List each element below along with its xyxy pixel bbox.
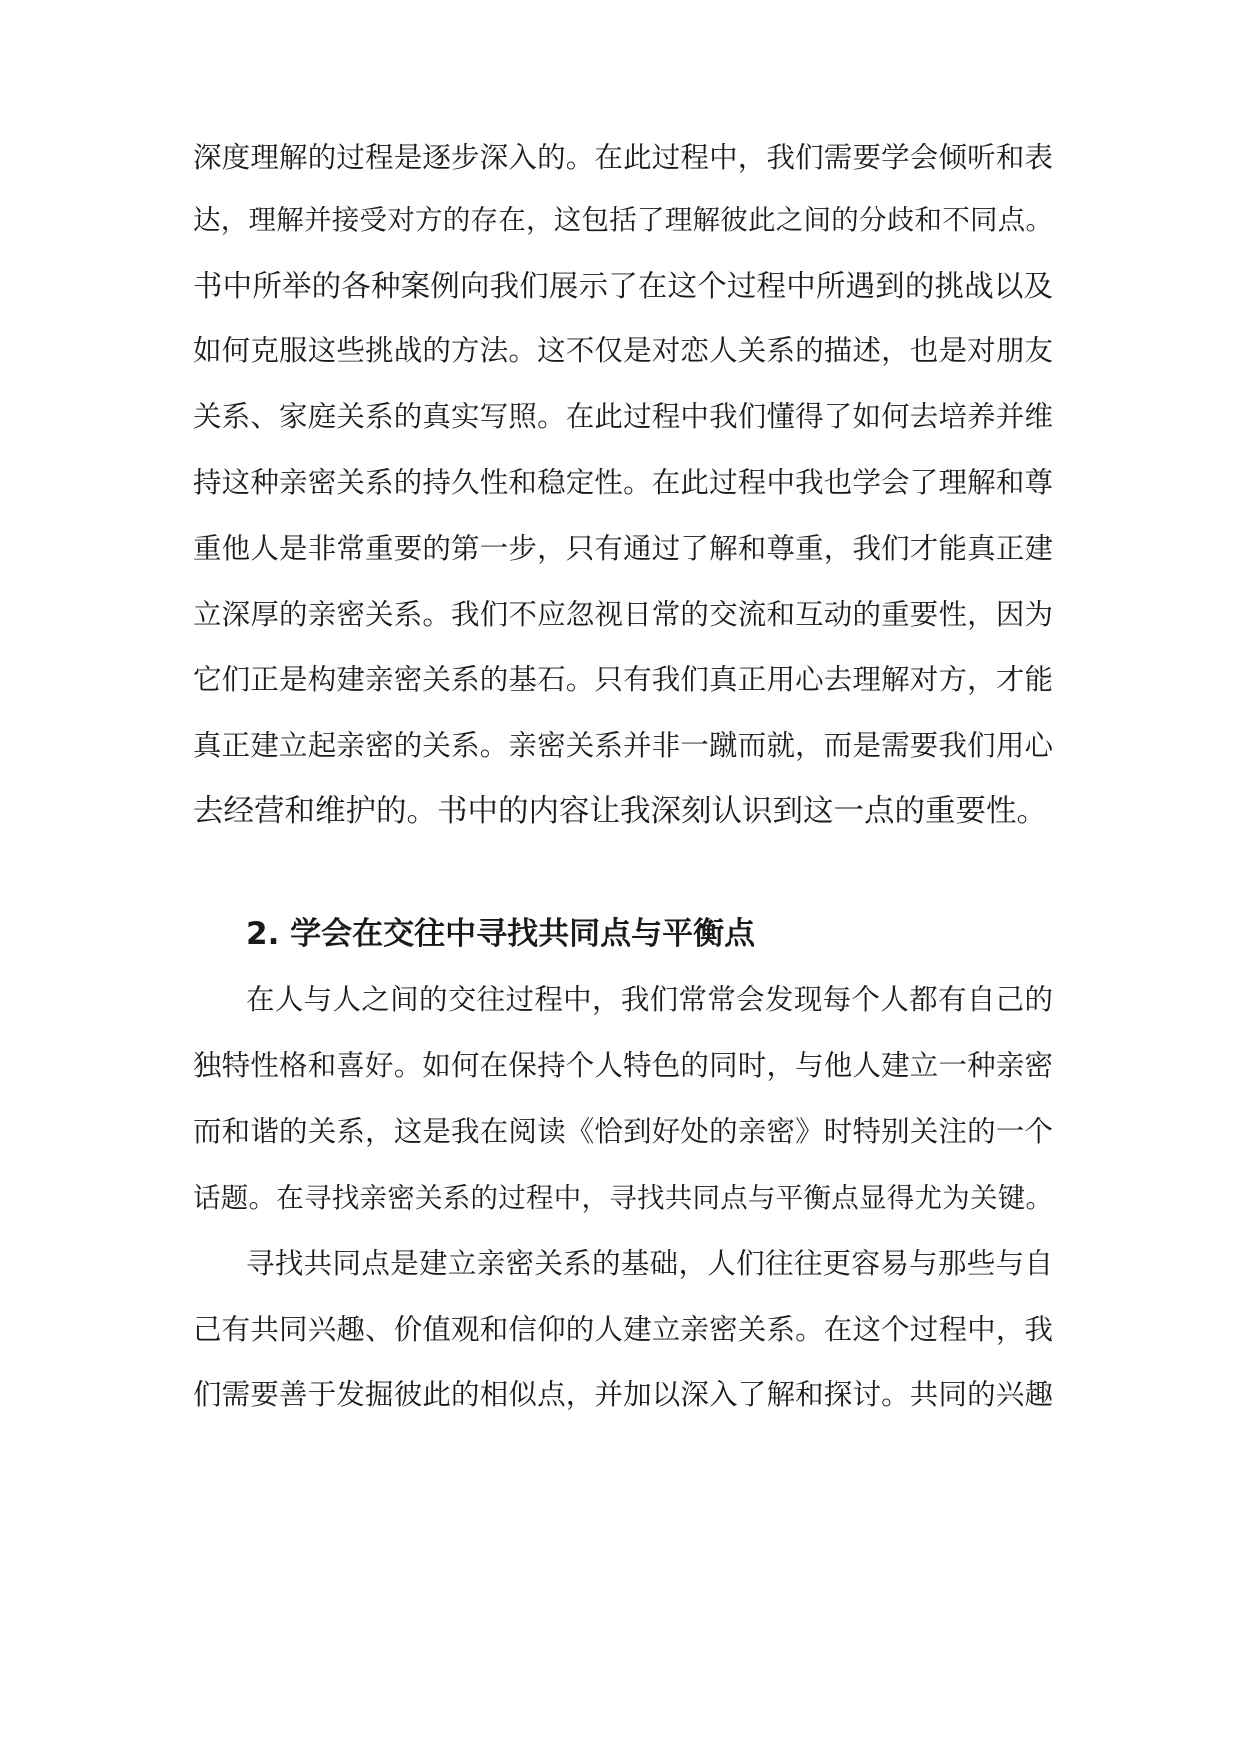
text-line: 关系、家庭关系的真实写照。在此过程中我们懂得了如何去培养并维 <box>193 400 1053 433</box>
text-line: 在人与人之间的交往过程中，我们常常会发现每个人都有自己的 <box>246 983 1053 1016</box>
text-line: 深度理解的过程是逐步深入的。在此过程中，我们需要学会倾听和表 <box>193 141 1053 174</box>
section-heading: 2. 学会在交往中寻找共同点与平衡点 <box>246 916 756 952</box>
text-line: 话题。在寻找亲密关系的过程中，寻找共同点与平衡点显得尤为关键。 <box>193 1182 1053 1214</box>
text-line: 而和谐的关系，这是我在阅读《恰到好处的亲密》时特别关注的一个 <box>193 1115 1053 1148</box>
text-line: 立深厚的亲密关系。我们不应忽视日常的交流和互动的重要性，因为 <box>193 598 1053 631</box>
text-line: 己有共同兴趣、价值观和信仰的人建立亲密关系。在这个过程中，我 <box>193 1313 1053 1346</box>
text-line: 达，理解并接受对方的存在，这包括了理解彼此之间的分歧和不同点。 <box>193 204 1053 236</box>
text-line: 如何克服这些挑战的方法。这不仅是对恋人关系的描述，也是对朋友 <box>193 334 1053 367</box>
text-line: 寻找共同点是建立亲密关系的基础，人们往往更容易与那些与自 <box>246 1247 1053 1280</box>
text-line: 重他人是非常重要的第一步，只有通过了解和尊重，我们才能真正建 <box>193 532 1053 565</box>
text-line: 书中所举的各种案例向我们展示了在这个过程中所遇到的挑战以及 <box>193 269 1053 303</box>
text-line: 们需要善于发掘彼此的相似点，并加以深入了解和探讨。共同的兴趣 <box>193 1378 1053 1411</box>
text-line: 它们正是构建亲密关系的基石。只有我们真正用心去理解对方，才能 <box>193 663 1053 696</box>
text-line: 独特性格和喜好。如何在保持个人特色的同时，与他人建立一种亲密 <box>193 1049 1053 1082</box>
text-line: 持这种亲密关系的持久性和稳定性。在此过程中我也学会了理解和尊 <box>193 466 1053 499</box>
text-line: 去经营和维护的。书中的内容让我深刻认识到这一点的重要性。 <box>193 794 1047 829</box>
text-line: 真正建立起亲密的关系。亲密关系并非一蹴而就，而是需要我们用心 <box>193 729 1053 762</box>
